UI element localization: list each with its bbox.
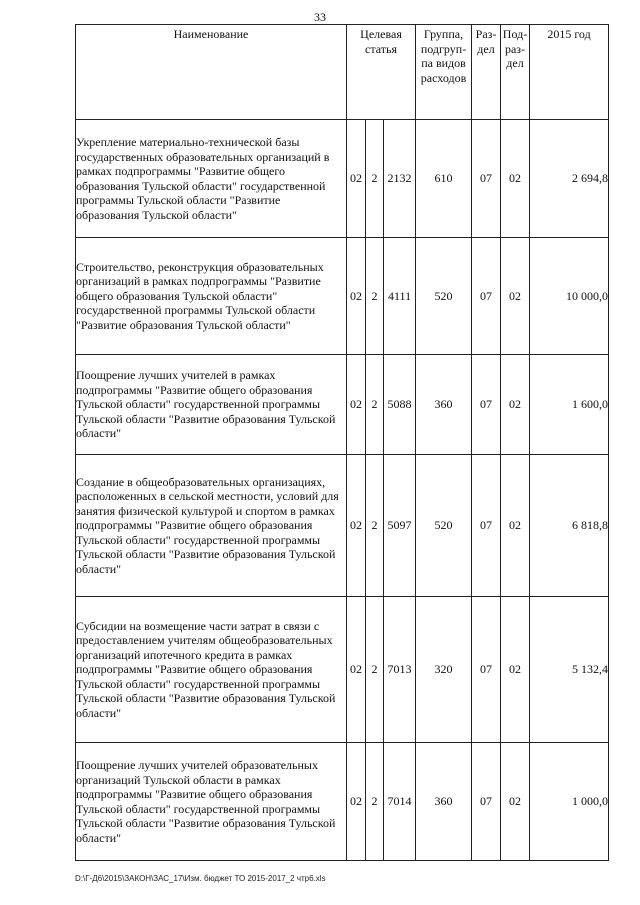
row-expense-group: 360 xyxy=(416,743,472,861)
row-subsection: 02 xyxy=(501,597,530,743)
row-target-code-direction: 4111 xyxy=(384,238,416,355)
row-target-code-subprogram: 2 xyxy=(366,455,384,597)
header-target-article: Целевая статья xyxy=(347,25,416,120)
row-amount: 10 000,0 xyxy=(530,238,609,355)
row-name: Создание в общеобразовательных организациях, расположенных в сельской местности, условий для занятия физической культурой и спортом в рамках подпрограммы "Развитие общего образования Тульской области" государственной программы Тульской области "Развитие образования Тульской области" xyxy=(76,455,347,597)
row-subsection: 02 xyxy=(501,120,530,238)
row-expense-group: 320 xyxy=(416,597,472,743)
row-target-code-program: 02 xyxy=(347,597,366,743)
row-subsection: 02 xyxy=(501,238,530,355)
row-target-code-program: 02 xyxy=(347,743,366,861)
row-amount: 5 132,4 xyxy=(530,597,609,743)
table-row xyxy=(76,238,609,355)
file-path-footer: D:\Г-Д6\2015\ЗАКОН\ЗАС_17\Изм. бюджет ТО 2015-2017_2 чтр6.xls xyxy=(75,874,326,883)
row-target-code-subprogram: 2 xyxy=(366,238,384,355)
header-subsection: Под-раз-дел xyxy=(501,25,530,120)
row-subsection: 02 xyxy=(501,455,530,597)
row-name: Поощрение лучших учителей в рамках подпрограммы "Развитие общего образования Тульской области" государственной программы Тульской области "Развитие образования Тульской области" xyxy=(76,355,347,455)
row-target-code-subprogram: 2 xyxy=(366,597,384,743)
header-name: Наименование xyxy=(76,25,347,120)
row-name: Субсидии на возмещение части затрат в связи с предоставлением учителям общеобразовательных организаций ипотечного кредита в рамках подпрограммы "Развитие общего образования Тульской области" государственной программы Тульской области "Развитие образования Тульской области" xyxy=(76,597,347,743)
row-target-code-program: 02 xyxy=(347,120,366,238)
row-target-code-program: 02 xyxy=(347,455,366,597)
row-amount: 1 000,0 xyxy=(530,743,609,861)
header-expense-group: Группа, подгруп-па видов расходов xyxy=(416,25,472,120)
row-target-code-program: 02 xyxy=(347,238,366,355)
row-subsection: 02 xyxy=(501,355,530,455)
row-expense-group: 610 xyxy=(416,120,472,238)
row-target-code-subprogram: 2 xyxy=(366,120,384,238)
row-section: 07 xyxy=(472,120,501,238)
table-header-row xyxy=(76,25,609,120)
row-target-code-program: 02 xyxy=(347,355,366,455)
row-subsection: 02 xyxy=(501,743,530,861)
budget-table xyxy=(75,24,609,861)
header-section: Раз-дел xyxy=(472,25,501,120)
row-target-code-subprogram: 2 xyxy=(366,355,384,455)
row-section: 07 xyxy=(472,238,501,355)
table-row xyxy=(76,120,609,238)
row-expense-group: 520 xyxy=(416,238,472,355)
row-target-code-subprogram: 2 xyxy=(366,743,384,861)
row-expense-group: 520 xyxy=(416,455,472,597)
row-amount: 2 694,8 xyxy=(530,120,609,238)
row-section: 07 xyxy=(472,355,501,455)
page-number: 33 xyxy=(314,10,326,24)
table-row xyxy=(76,355,609,455)
table-row xyxy=(76,597,609,743)
row-name: Поощрение лучших учителей образовательных организаций Тульской области в рамках подпрограммы "Развитие общего образования Тульской области" государственной программы Тульской области "Развитие образования Тульской области" xyxy=(76,743,347,861)
row-target-code-direction: 5088 xyxy=(384,355,416,455)
table-row xyxy=(76,743,609,861)
row-name: Строительство, реконструкция образовательных организаций в рамках подпрограммы "Развитие общего образования Тульской области" государственной программы Тульской области "Развитие образования Тульской области" xyxy=(76,238,347,355)
row-section: 07 xyxy=(472,455,501,597)
header-year: 2015 год xyxy=(530,25,609,120)
row-amount: 6 818,8 xyxy=(530,455,609,597)
row-section: 07 xyxy=(472,743,501,861)
row-section: 07 xyxy=(472,597,501,743)
row-target-code-direction: 5097 xyxy=(384,455,416,597)
row-name: Укрепление материально-технической базы государственных образовательных организаций в рамках подпрограммы "Развитие общего образования Тульской области" государственной программы Тульской области "Развитие образования Тульской области" xyxy=(76,120,347,238)
row-amount: 1 600,0 xyxy=(530,355,609,455)
row-expense-group: 360 xyxy=(416,355,472,455)
row-target-code-direction: 7013 xyxy=(384,597,416,743)
row-target-code-direction: 2132 xyxy=(384,120,416,238)
row-target-code-direction: 7014 xyxy=(384,743,416,861)
table-row xyxy=(76,455,609,597)
